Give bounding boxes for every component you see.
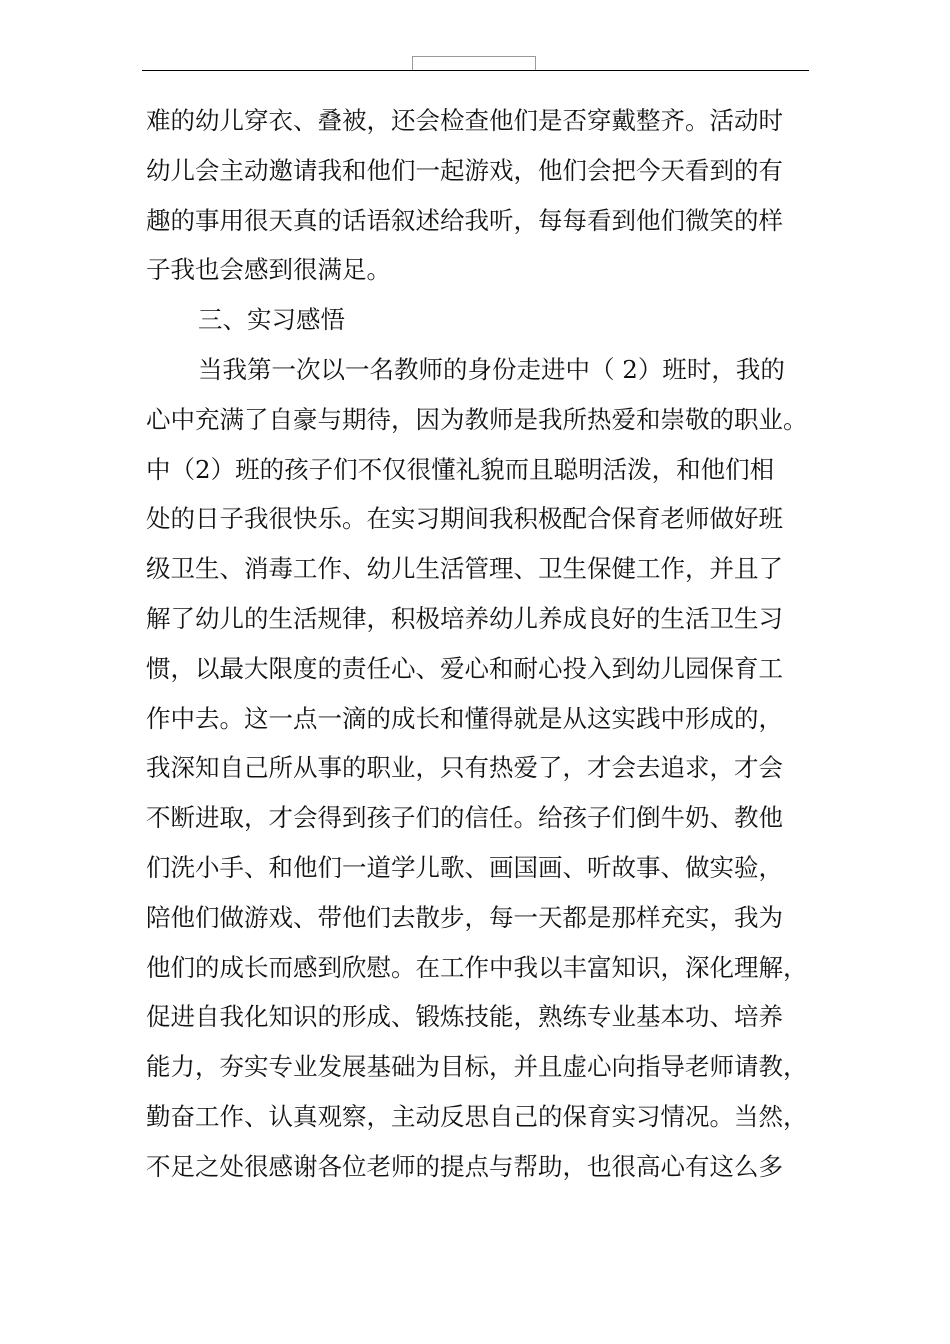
text-line: 他们的成长而感到欣慰。在工作中我以丰富知识，深化理解， bbox=[146, 952, 808, 982]
text-line: 惯，以最大限度的责任心、爱心和耐心投入到幼儿园保育工 bbox=[146, 653, 783, 683]
text-line: 难的幼儿穿衣、叠被，还会检查他们是否穿戴整齐。活动时 bbox=[146, 106, 783, 135]
text-line: 趣的事用很天真的话语叙述给我听，每每看到他们微笑的样 bbox=[146, 205, 783, 235]
text-line: 能力，夯实专业发展基础为目标，并且虚心向指导老师请教， bbox=[146, 1052, 808, 1082]
document-body bbox=[146, 96, 816, 1192]
text-line: 幼儿会主动邀请我和他们一起游戏，他们会把今天看到的有 bbox=[146, 155, 783, 185]
text-line: 不足之处很感谢各位老师的提点与帮助，也很高心有这么多 bbox=[146, 1151, 783, 1181]
text-line: 们洗小手、和他们一道学儿歌、画国画、听故事、做实验， bbox=[146, 852, 783, 882]
paragraph-first-line: 当我第一次以一名教师的身份走进中（ 2）班时，我的 bbox=[198, 354, 785, 384]
section-heading: 三、实习感悟 bbox=[198, 305, 345, 335]
text-line: 级卫生、消毒工作、幼儿生活管理、卫生保健工作，并且了 bbox=[146, 554, 783, 584]
text-line: 中（2）班的孩子们不仅很懂礼貌而且聪明活泼，和他们相 bbox=[146, 454, 775, 484]
text-line: 心中充满了自豪与期待，因为教师是我所热爱和崇敬的职业。 bbox=[146, 404, 808, 434]
text-line: 不断进取，才会得到孩子们的信任。给孩子们倒牛奶、教他 bbox=[146, 803, 783, 833]
header-tab bbox=[412, 56, 536, 70]
text-line: 作中去。这一点一滴的成长和懂得就是从这实践中形成的， bbox=[146, 703, 783, 733]
text-line: 我深知自己所从事的职业，只有热爱了，才会去追求，才会 bbox=[146, 753, 783, 783]
text-line: 陪他们做游戏、带他们去散步，每一天都是那样充实，我为 bbox=[146, 902, 783, 932]
text-line: 勤奋工作、认真观察，主动反思自己的保育实习情况。当然， bbox=[146, 1101, 808, 1131]
header-rule bbox=[142, 70, 809, 71]
text-line: 子我也会感到很满足。 bbox=[146, 255, 391, 285]
text-line: 解了幼儿的生活规律，积极培养幼儿养成良好的生活卫生习 bbox=[146, 603, 783, 633]
text-line: 促进自我化知识的形成、锻炼技能，熟练专业基本功、培养 bbox=[146, 1002, 783, 1032]
text-line: 处的日子我很快乐。在实习期间我积极配合保育老师做好班 bbox=[146, 504, 783, 534]
